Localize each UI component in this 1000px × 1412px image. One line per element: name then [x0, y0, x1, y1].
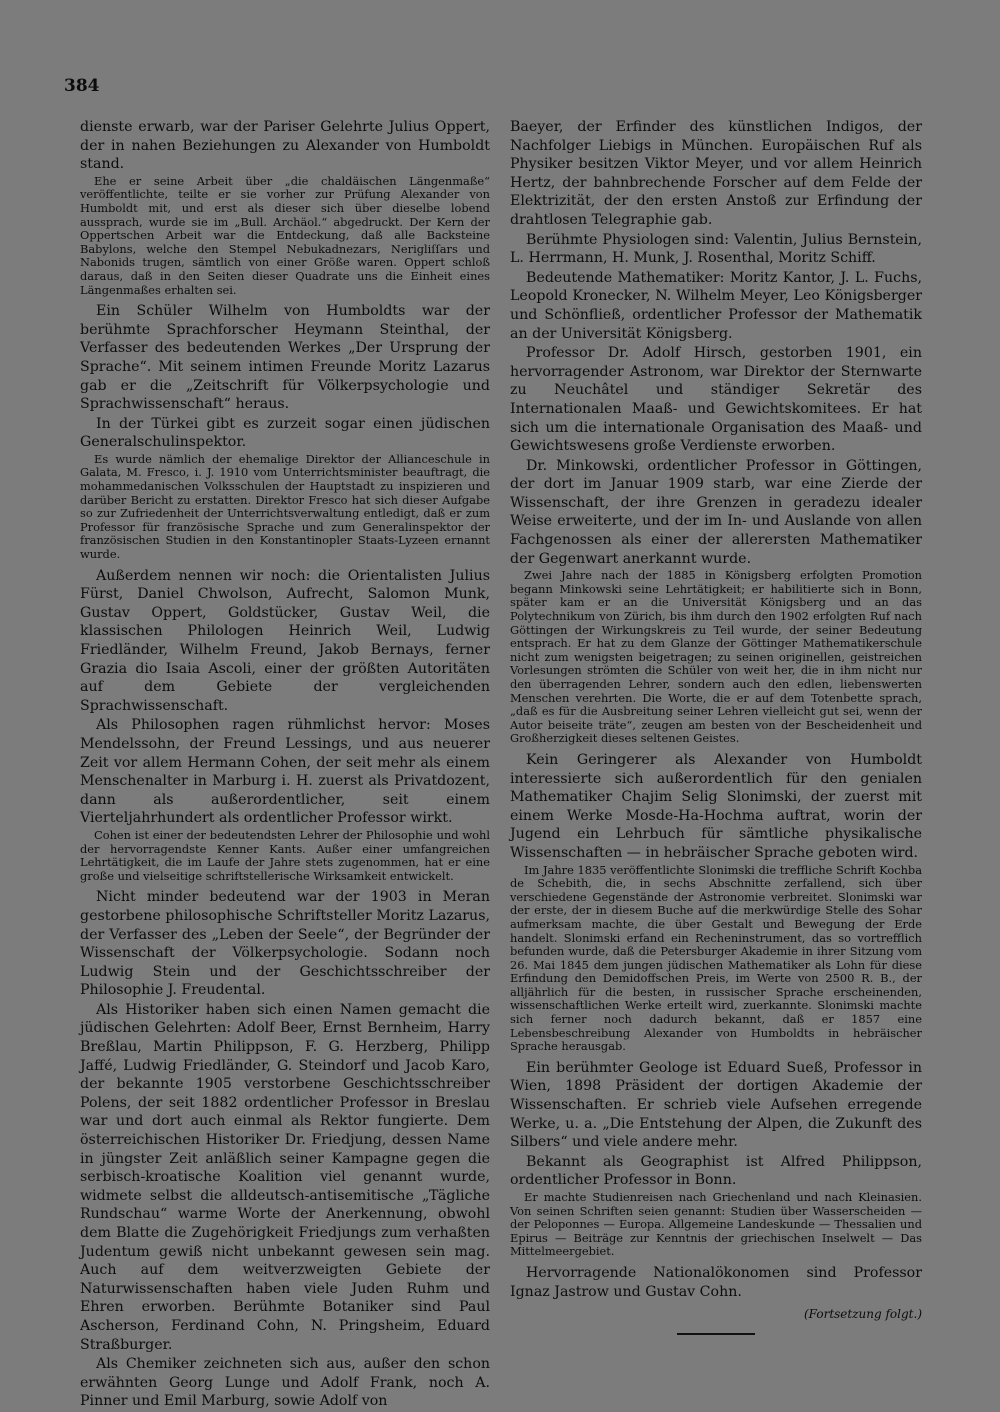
paragraph: Kein Geringerer als Alexander von Humboldt interessierte sich außerordentlich für den genialen Mathematiker Chajim Selig Slonimski, der zuerst mit einem Werke Mosde-Ha-Hochma auftrat, worin der Jugend ein Lehrbuch für sämtliche physikalische Wissenschaften — in hebräischer Sprache geboten wird.	[510, 751, 922, 861]
small-print-paragraph: Zwei Jahre nach der 1885 in Königsberg erfolgten Promotion begann Minkowski seine Lehrtätigkeit; er habilitierte sich in Bonn, später kam er an die Universität Königsberg und an das Polytechnikum von Zürich, bis ihm durch den 1902 erfolgten Ruf nach Göttingen der Wirkungskreis zu Teil wurde, der seiner Bedeutung entsprach. Er hat zu dem Glanze der Göttinger Mathematikerschule nicht zum wenigsten beigetragen; zu seinen originellen, geistreichen Vorlesungen strömten die Schüler von weit her, die in ihm nicht nur den überragenden Lehrer, sondern auch den edlen, liebenswerten Menschen verehrten. Die Worte, die er auf dem Totenbette sprach, „daß es für die Ausbreitung seiner Lehren vielleicht gut sei, wenn der Autor beiseite träte“, zeugen am besten von der Bescheidenheit und Großherzigkeit dieses seltenen Geistes.	[510, 568, 922, 746]
paragraph: Ein berühmter Geologe ist Eduard Sueß, Professor in Wien, 1898 Präsident der dortigen Akademie der Wissenschaften. Er schrieb viele Aufsehen erregende Werke, u. a. „Die Entstehung der Alpen, die Zukunft des Silbers“ und viele andere mehr.	[510, 1059, 922, 1151]
end-rule	[677, 1333, 755, 1335]
paragraph: Bekannt als Geographist ist Alfred Philippson, ordentlicher Professor in Bonn.	[510, 1153, 922, 1189]
left-column	[80, 118, 490, 1412]
paragraph: Außerdem nennen wir noch: die Orientalisten Julius Fürst, Daniel Chwolson, Aufrecht, Salomon Munk, Gustav Oppert, Goldstücker, Gustav Weil, die klassischen Philologen Heinrich Weil, Ludwig Friedländer, Wilhelm Freund, Jakob Bernays, ferner Grazia dio Isaia Ascoli, einer der größten Autoritäten auf dem Gebiete der vergleichenden Sprachwissenschaft.	[80, 567, 490, 714]
paragraph: Als Chemiker zeichneten sich aus, außer den schon erwähnten Georg Lunge und Adolf Frank, noch A. Pinner und Emil Marburg, sowie Adolf von	[80, 1356, 490, 1410]
page-number: 384	[64, 76, 100, 96]
small-print-paragraph: Er machte Studienreisen nach Griechenland und nach Kleinasien. Von seinen Schriften seien genannt: Studien über Wasserscheiden — der Peloponnes — Europa. Allgemeine Landeskunde — Thessalien und Epirus — Beiträge zur Kenntnis der griechischen Inselwelt — Das Mittelmeergebiet.	[510, 1190, 922, 1259]
small-print-paragraph: Im Jahre 1835 veröffentlichte Slonimski die treffliche Schrift Kochba de Schebith, die, in sechs Abschnitte zerfallend, sich über verschiedene Gegenstände der Astronomie verbreitet. Slonimski war der erste, der in diesem Buche auf die merkwürdige Stelle des Sohar aufmerksam machte, die über Gestalt und Bewegung der Erde handelt. Slonimski erfand ein Recheninstrument, das so vortrefflich befunden wurde, daß die Petersburger Akademie in ihrer Sitzung vom 26. Mai 1845 dem jungen jüdischen Mathematiker als Lohn für diese Erfindung den Demidoffschen Preis, im Werte von 2500 R. B., der alljährlich für die besten, in russischer Sprache erscheinenden, wissenschaftlichen Werke erteilt wird, zuerkannte. Slonimski machte sich ferner noch dadurch bekannt, daß er 1857 eine Lebensbeschreibung Alexander von Humboldts in hebräischer Sprache herausgab.	[510, 862, 922, 1054]
small-print-paragraph: Cohen ist einer der bedeutendsten Lehrer der Philosophie und wohl der hervorragendste Kenner Kants. Außer einer umfangreichen Lehrtätigkeit, die im Laufe der Jahre stets zugenommen, hat er eine große und vielseitige schriftstellerische Wirksamkeit entwickelt.	[80, 827, 490, 883]
paragraph: In der Türkei gibt es zurzeit sogar einen jüdischen Generalschulinspektor.	[80, 415, 490, 451]
right-column	[510, 118, 922, 1335]
paragraph: Hervorragende Nationalökonomen sind Professor Ignaz Jastrow und Gustav Cohn.	[510, 1264, 922, 1300]
right-column-body	[510, 118, 922, 1301]
small-print-paragraph: Ehe er seine Arbeit über „die chaldäischen Längenmaße“ veröffentlichte, teilte er sie vorher zur Prüfung Alexander von Humboldt mit, und erst als dieser sich über dieselbe lobend aussprach, wurde sie im „Bull. Archäol.“ abgedruckt. Der Kern der Oppertschen Arbeit war die Entdeckung, daß alle Backsteine Babylons, welche den Stempel Nebukadnezars, Nerigliſſars und Nabonids trugen, sämtlich von einer Größe waren. Oppert schloß daraus, daß in den Seiten dieser Quadrate uns die Einheit eines Längenmaßes erhalten sei.	[80, 173, 490, 297]
continuation-note: (Fortsetzung folgt.)	[804, 1307, 922, 1322]
paragraph: Professor Dr. Adolf Hirsch, gestorben 1901, ein hervorragender Astronom, war Direktor der Sternwarte zu Neuchâtel und ständiger Sekretär des Internationalen Maaß- und Gewichtskomitees. Er hat sich um die internationale Organisation des Maaß- und Gewichtswesens große Verdienste erworben.	[510, 345, 922, 455]
paragraph: Bedeutende Mathematiker: Moritz Kantor, J. L. Fuchs, Leopold Kronecker, N. Wilhelm Meyer, Leo Königsberger und Schönfließ, ordentlicher Professor der Mathematik an der Universität Königsberg.	[510, 269, 922, 342]
paragraph: Baeyer, der Erfinder des künstlichen Indigos, der Nachfolger Liebigs in München. Europäischen Ruf als Physiker besitzen Viktor Meyer, und vor allem Heinrich Hertz, der bahnbrechende Forscher auf dem Felde der Elektrizität, der den ersten Anstoß zur Erfindung der drahtlosen Telegraphie gab.	[510, 119, 922, 228]
paragraph: dienste erwarb, war der Pariser Gelehrte Julius Oppert, der in nahen Beziehungen zu Alexander von Humboldt stand.	[80, 119, 490, 173]
paragraph: Ein Schüler Wilhelm von Humboldts war der berühmte Sprachforscher Heymann Steinthal, der Verfasser des bedeutenden Werkes „Der Ursprung der Sprache“. Mit seinem intimen Freunde Moritz Lazarus gab er die „Zeitschrift für Völkerpsychologie und Sprachwissenschaft“ heraus.	[80, 303, 490, 413]
paragraph: Als Philosophen ragen rühmlichst hervor: Moses Mendelssohn, der Freund Lessings, und aus neuerer Zeit vor allem Hermann Cohen, der seit mehr als einem Menschenalter in Marburg i. H. zuerst als Privatdozent, dann als außerordentlicher, seit einem Vierteljahrhundert als ordentlicher Professor wirkt.	[80, 717, 490, 827]
paragraph: Berühmte Physiologen sind: Valentin, Julius Bernstein, L. Herrmann, H. Munk, J. Rosenthal, Moritz Schiff.	[510, 231, 922, 267]
paragraph: Als Historiker haben sich einen Namen gemacht die jüdischen Gelehrten: Adolf Beer, Ernst Bernheim, Harry Breßlau, Martin Philippson, F. G. Herzberg, Philipp Jaffé, Ludwig Friedländer, G. Steindorf und Jacob Karo, der bekannte 1905 verstorbene Geschichtsschreiber Polens, der seit 1882 ordentlicher Professor in Breslau war und dort auch einmal als Rektor fungierte. Dem österreichischen Historiker Dr. Friedjung, dessen Name in jüngster Zeit anläßlich seiner Kampagne gegen die serbisch-kroatische Koalition viel genannt wurde, widmete selbst die alldeutsch-antisemitische „Tägliche Rundschau“ warme Worte der Anerkennung, obwohl dem Blatte die Zugehörigkeit Friedjungs zum verhaßten Judentum gewiß nicht unbekannt gewesen sein mag. Auch auf dem weitverzweigten Gebiete der Naturwissenschaften haben viele Juden Ruhm und Ehren erworben. Berühmte Botaniker sind Paul Ascherson, Ferdinand Cohn, N. Pringsheim, Eduard Straßburger.	[80, 1001, 490, 1353]
small-print-paragraph: Es wurde nämlich der ehemalige Direktor der Allianceschule in Galata, M. Fresco, i. J. 1910 vom Unterrichtsminister beauftragt, die mohammedanischen Volksschulen der Hauptstadt zu inspizieren und darüber Bericht zu erstatten. Direktor Fresco hat sich dieser Aufgabe so zur Zufriedenheit der Unterrichtsverwaltung entledigt, daß er zum Professor für französische Sprache und zum Generalinspektor der französischen Studien in den Konstantinopler Staats-Lyzeen ernannt wurde.	[80, 451, 490, 562]
paragraph: Nicht minder bedeutend war der 1903 in Meran gestorbene philosophische Schriftsteller Moritz Lazarus, der Verfasser des „Leben der Seele“, der Begründer der Wissenschaft der Völkerpsychologie. Sodann noch Ludwig Stein und der Geschichtsschreiber der Philosophie J. Freudental.	[80, 889, 490, 999]
paragraph: Dr. Minkowski, ordentlicher Professor in Göttingen, der dort im Januar 1909 starb, war eine Zierde der Wissenschaft, der ihre Grenzen in geradezu idealer Weise erweiterte, und der im In- und Auslande von allen Fachgenossen als einer der allerersten Mathematiker der Gegenwart anerkannt wurde.	[510, 457, 922, 567]
